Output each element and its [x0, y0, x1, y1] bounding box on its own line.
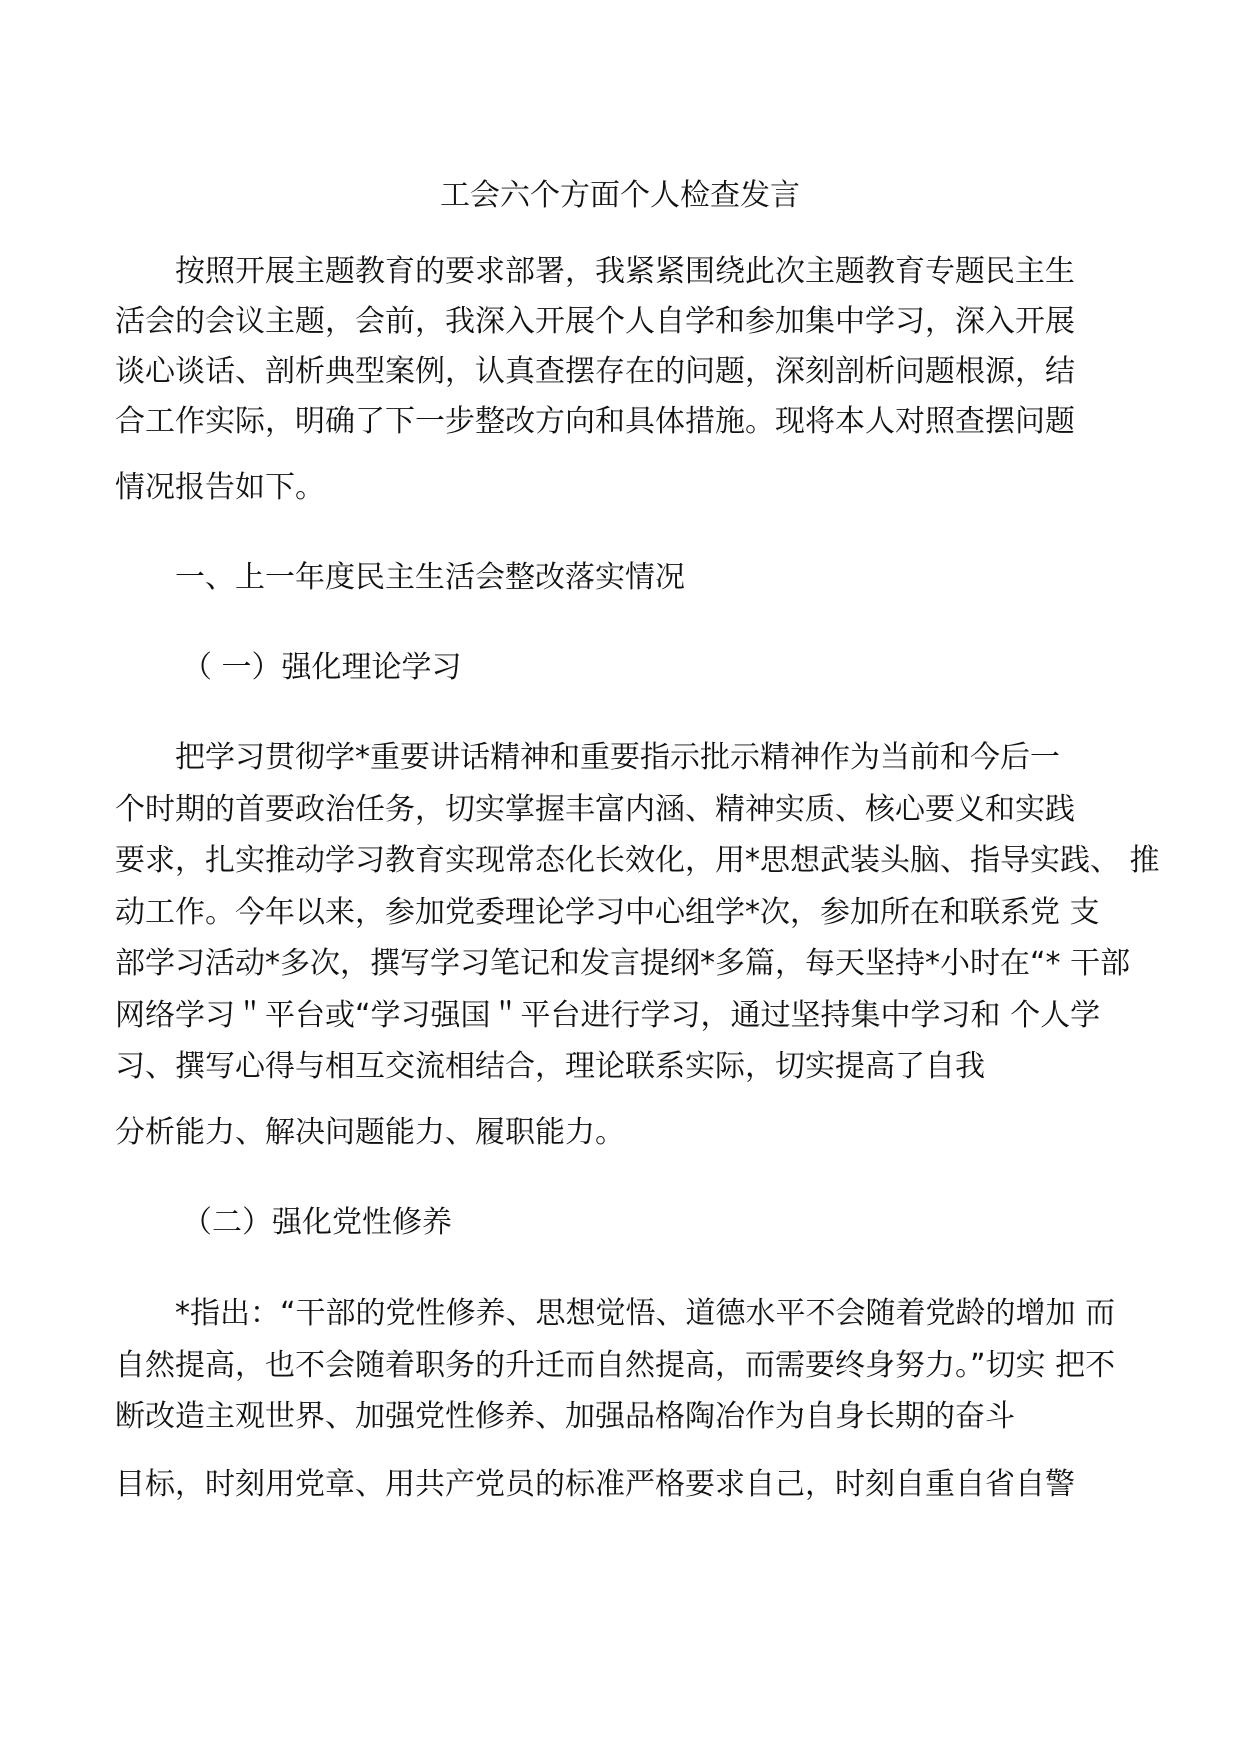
paragraph-2-line-1: 把学习贯彻学*重要讲话精神和重要指示批示精神作为当前和今后一 — [175, 740, 1060, 775]
paragraph-2-line-5: 部学习活动*多次，撰写学习笔记和发言提纲*多篇，每天坚持*小时在“* 干部 — [115, 946, 1131, 981]
paragraph-3-line-2: 自然提高，也不会随着职务的升迁而自然提高，而需要终身努力。”切实 把不 — [115, 1348, 1116, 1383]
subsection-2-heading: （二）强化党性修养 — [182, 1205, 452, 1240]
paragraph-3-line-3: 断改造主观世界、加强党性修养、加强品格陶冶作为自身长期的奋斗 — [115, 1399, 1015, 1434]
section-1-heading: 一、上一年度民主生活会整改落实情况 — [175, 560, 685, 595]
subsection-1-heading: （ 一）强化理论学习 — [182, 650, 462, 685]
paragraph-3-line-4: 目标，时刻用党章、用共产党员的标准严格要求自己，时刻自重自省自警 — [115, 1467, 1075, 1502]
paragraph-2-line-2: 个时期的首要政治任务，切实掌握丰富内涵、精神实质、核心要义和实践 — [115, 792, 1075, 827]
paragraph-1-line-5: 情况报告如下。 — [115, 470, 325, 505]
paragraph-1-line-3: 谈心谈话、剖析典型案例，认真查摆存在的问题，深刻剖析问题根源，结 — [115, 354, 1075, 389]
paragraph-2-line-6: 网络学习＂平台或“学习强国＂平台进行学习，通过坚持集中学习和 个人学 — [115, 998, 1101, 1033]
paragraph-1-line-4: 合工作实际，明确了下一步整改方向和具体措施。现将本人对照查摆问题 — [115, 404, 1075, 439]
paragraph-2-line-4: 动工作。今年以来，参加党委理论学习中心组学*次，参加所在和联系党 支 — [115, 895, 1100, 930]
document-title: 工会六个方面个人检查发言 — [440, 178, 800, 213]
paragraph-1-line-1: 按照开展主题教育的要求部署，我紧紧围绕此次主题教育专题民主生 — [175, 254, 1075, 289]
paragraph-1-line-2: 活会的会议主题，会前，我深入开展个人自学和参加集中学习，深入开展 — [115, 304, 1075, 339]
paragraph-3-line-1: *指出：“干部的党性修养、思想觉悟、道德水平不会随着党龄的增加 而 — [175, 1296, 1116, 1331]
paragraph-2-line-8: 分析能力、解决问题能力、履职能力。 — [115, 1115, 625, 1150]
paragraph-2-line-7: 习、撰写心得与相互交流相结合，理论联系实际，切实提高了自我 — [115, 1049, 985, 1084]
paragraph-2-line-3: 要求，扎实推动学习教育实现常态化长效化，用*思想武装头脑、指导实践、 推 — [115, 843, 1160, 878]
